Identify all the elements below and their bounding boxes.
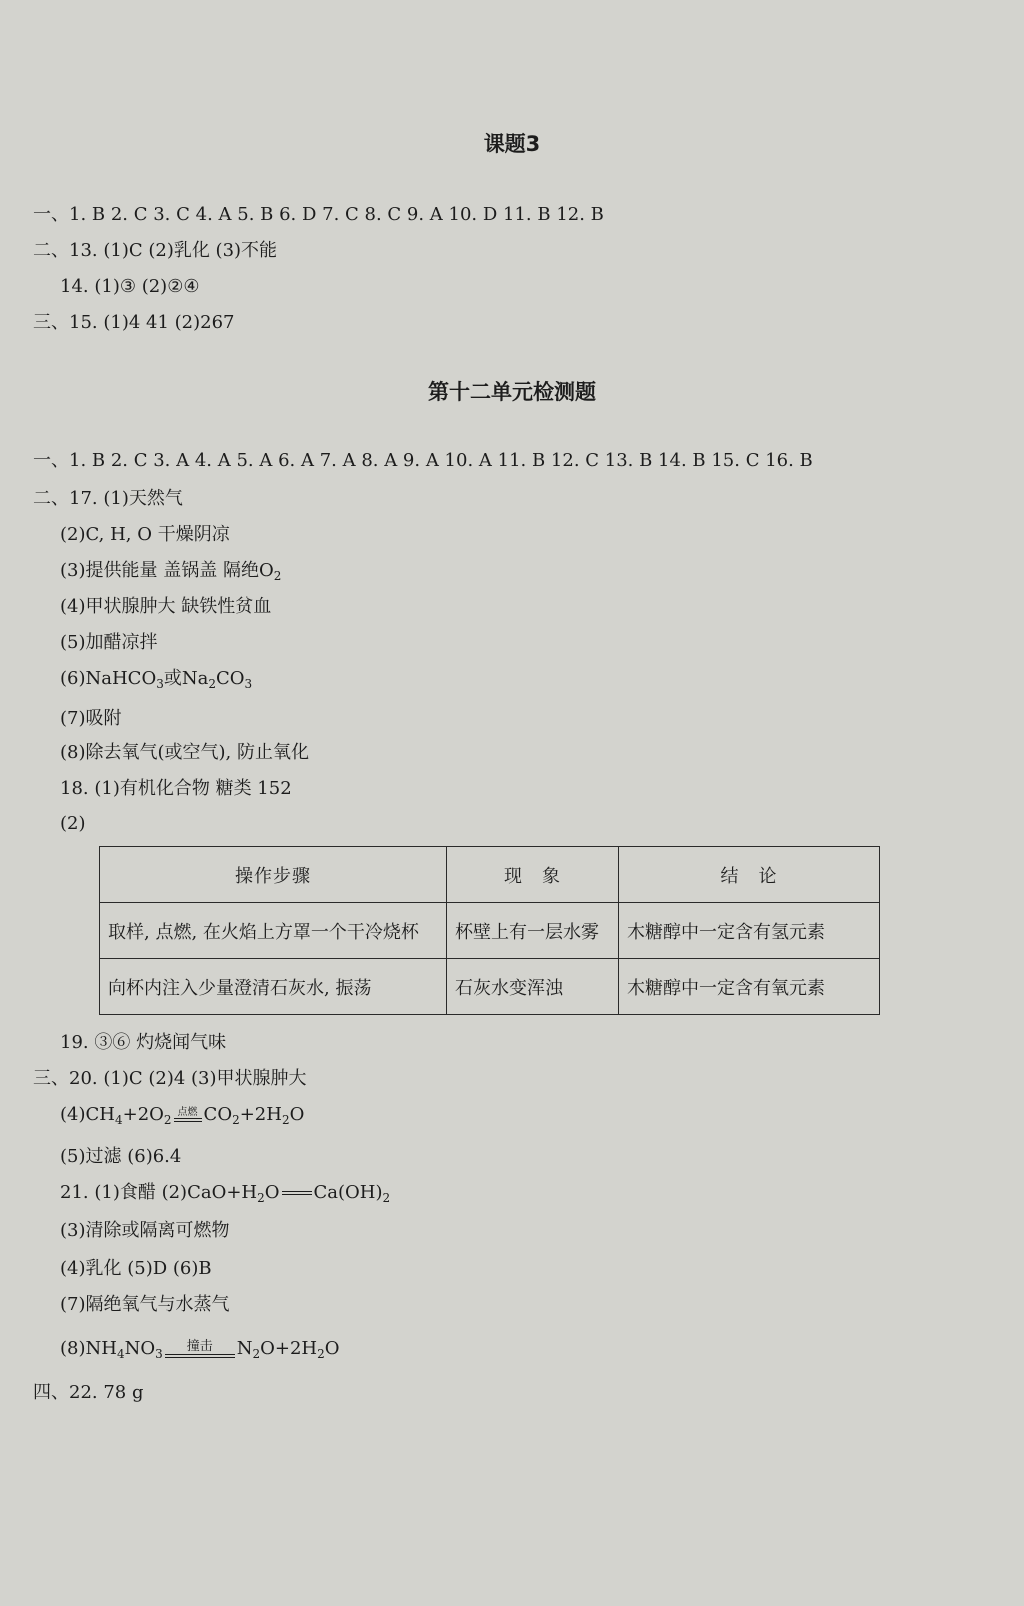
subscript: 3 [155, 1347, 163, 1361]
formula-part: +2O [122, 1104, 164, 1125]
answer-q17-8: (8)除去氧气(或空气), 防止氧化 [60, 742, 309, 763]
formula-part: O [264, 1182, 280, 1203]
condition-label: 点燃 [177, 1107, 198, 1118]
formula-part: 或Na [163, 668, 209, 689]
answer-q20-4 [60, 1102, 304, 1128]
table-row [100, 903, 880, 959]
formula-part: N [236, 1338, 253, 1359]
equals-bars [174, 1118, 202, 1122]
subscript: 4 [116, 1347, 125, 1361]
answer-q18-1: 18. (1)有机化合物 糖类 152 [60, 778, 292, 799]
subscript: 2 [232, 1113, 240, 1127]
answer-q21-4: (4)乳化 (5)D (6)B [60, 1258, 212, 1279]
answer-q20-1: 三、20. (1)C (2)4 (3)甲状腺肿大 [33, 1068, 307, 1089]
subscript: 3 [156, 677, 164, 691]
subscript: 2 [382, 1191, 391, 1205]
table-header-row [100, 847, 880, 903]
answer-q17-4: (4)甲状腺肿大 缺铁性贫血 [60, 596, 272, 617]
table-cell: 石灰水变浑浊 [447, 959, 619, 1015]
formula-part: O+2H [260, 1338, 318, 1359]
equals-bars [282, 1191, 312, 1195]
answer-q17-6 [60, 666, 252, 692]
formula-part: CO [215, 668, 245, 689]
formula-part: Ca(OH) [313, 1182, 383, 1203]
equals-bars [165, 1354, 235, 1358]
answer-line-q13: 二、13. (1)C (2)乳化 (3)不能 [33, 240, 278, 261]
table-cell: 杯壁上有一层水雾 [447, 903, 619, 959]
experiment-table [99, 846, 880, 1015]
subscript: 4 [114, 1113, 123, 1127]
condition-label: 撞击 [186, 1339, 213, 1354]
table-cell: 木糖醇中一定含有氧元素 [619, 959, 880, 1015]
answer-line-choice: 一、1. B 2. C 3. C 4. A 5. B 6. D 7. C 8. C 9. A 10. D 11. B 12. B [33, 204, 604, 225]
formula-part: (4)CH [60, 1104, 115, 1125]
formula-part: (8)NH [60, 1338, 117, 1359]
formula-part: O [289, 1104, 305, 1125]
table-cell: 木糖醇中一定含有氢元素 [619, 903, 880, 959]
answer-q18-2: (2) [60, 813, 86, 834]
answer-line-q15: 三、15. (1)4 41 (2)267 [33, 312, 235, 333]
subscript: 2 [317, 1347, 325, 1361]
section-title-lesson3: 课题3 [483, 132, 541, 156]
section-title-unit12: 第十二单元检测题 [428, 380, 596, 404]
subscript: 2 [208, 677, 216, 691]
subscript: 2 [273, 569, 282, 583]
subscript: 2 [281, 1113, 290, 1127]
table-cell: 取样, 点燃, 在火焰上方罩一个干冷烧杯 [100, 903, 447, 959]
table-header: 结 论 [619, 847, 880, 903]
subscript: 2 [257, 1191, 265, 1205]
formula-part: (6)NaHCO [60, 668, 157, 689]
answer-q21-7: (7)隔绝氧气与水蒸气 [60, 1294, 230, 1315]
answer-q17-3 [60, 558, 281, 584]
subscript: 3 [244, 677, 253, 691]
answer-q21-3: (3)清除或隔离可燃物 [60, 1220, 230, 1241]
formula-part: NO [124, 1338, 156, 1359]
answer-q21-1 [60, 1180, 390, 1206]
subscript: 2 [252, 1347, 261, 1361]
answer-q17-5: (5)加醋凉拌 [60, 632, 158, 653]
formula-part: CO [203, 1104, 233, 1125]
answer-q21-8 [60, 1336, 340, 1362]
formula-part: 21. (1)食醋 (2)CaO+H [60, 1182, 258, 1203]
formula-part: O [324, 1338, 340, 1359]
reaction-condition [174, 1108, 202, 1122]
table-row [100, 959, 880, 1015]
subscript: 2 [163, 1113, 172, 1127]
answer-q17-3-text: (3)提供能量 盖锅盖 隔绝O [60, 560, 274, 581]
answer-q19: 19. ③⑥ 灼烧闻气味 [60, 1032, 227, 1053]
answer-q20-5: (5)过滤 (6)6.4 [60, 1146, 182, 1167]
formula-part: +2H [239, 1104, 282, 1125]
answer-q22: 四、22. 78 g [33, 1382, 144, 1403]
answer-line-choice-unit12: 一、1. B 2. C 3. A 4. A 5. A 6. A 7. A 8. A 9. A 10. A 11. B 12. C 13. B 14. B 15. C 16. B [33, 450, 813, 471]
reaction-condition [165, 1340, 235, 1358]
answer-q17-7: (7)吸附 [60, 708, 122, 729]
table-header: 操作步骤 [100, 847, 447, 903]
answer-q17-1: 二、17. (1)天然气 [33, 488, 183, 509]
answer-line-q14: 14. (1)③ (2)②④ [60, 276, 200, 297]
answer-q17-2: (2)C, H, O 干燥阴凉 [60, 524, 230, 545]
table-cell: 向杯内注入少量澄清石灰水, 振荡 [100, 959, 447, 1015]
table-header: 现 象 [447, 847, 619, 903]
